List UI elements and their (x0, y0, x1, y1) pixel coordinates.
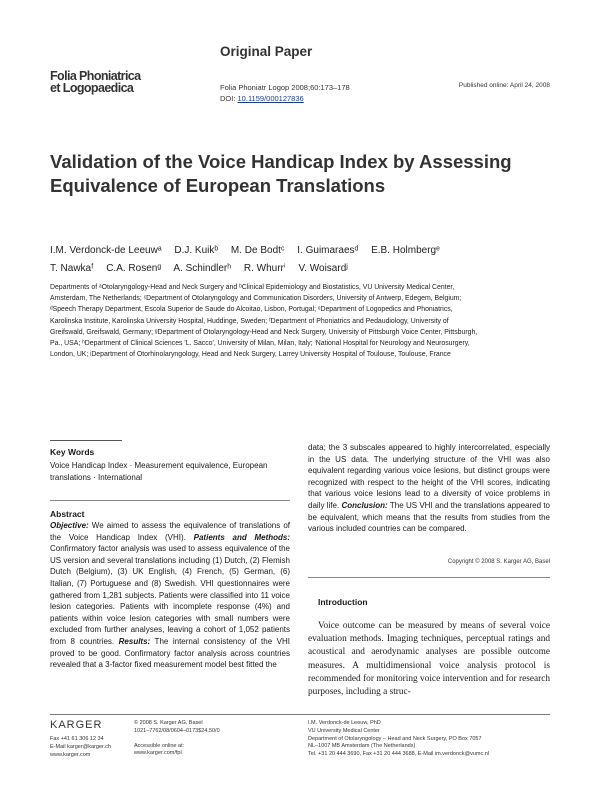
author: D.J. Kuikᵇ (174, 245, 219, 256)
citation: Folia Phoniatr Logop 2008;60:173–178 (220, 83, 350, 92)
section-label: Original Paper (220, 44, 313, 59)
divider (308, 577, 550, 578)
journal-citation-block (220, 82, 350, 104)
author: I.M. Verdonck-de Leeuwᵃ (50, 245, 162, 256)
introduction-heading: Introduction (318, 597, 368, 607)
publisher-logo: KARGER (50, 719, 103, 731)
website[interactable]: www.karger.com (50, 751, 91, 758)
conclusion-label: Conclusion: (341, 500, 388, 510)
correspondent-contact: Tel. +31 20 444 3690, Fax +31 20 444 3688, E-Mail im.verdonck@vumc.nl (308, 751, 490, 758)
logo-line-2: et Logopaedica (50, 81, 134, 95)
paper-title: Validation of the Voice Handicap Index by Assessing Equivalence of European Translations (50, 151, 512, 196)
copyright-info (134, 720, 220, 758)
fax: Fax +41 61 306 12 34 (50, 736, 104, 742)
conclusion-text: The US VHI and the translations appeared to be equivalent, which means that the results from studies from the various included countries can be compared. (308, 500, 550, 534)
footer-divider (50, 714, 550, 715)
correspondence (308, 720, 489, 759)
introduction-text: Voice outcome can be measured by means of several voice evaluation methods. Imaging techniques, perceptual ratings and acoustical and aerodynamic analyses are possible outcome measures. A multidimensional voice analysis protocol is recommended for monitoring voice intervention and for research purposes, including a struc- (308, 621, 550, 698)
correspondent-institution: VU University Medical Center (308, 727, 380, 734)
logo-line-1: Folia Phoniatrica (50, 69, 141, 83)
journal-logo (50, 70, 141, 94)
results-label: Results: (118, 636, 151, 646)
published-date: Published online: April 24, 2008 (458, 82, 550, 89)
divider (50, 440, 122, 441)
results-text: The internal consistency of the VHI proved to be good. Confirmatory factor analysis across countries revealed that a 3-factor fixed measurement model best fitted the (50, 636, 291, 670)
online-url[interactable]: www.karger.com/fpl (134, 750, 182, 757)
keywords-heading: Key Words (50, 447, 95, 457)
author: C.A. Rosenᵍ (106, 263, 162, 274)
author: A. Schindlerʰ (173, 263, 232, 274)
email[interactable]: E-Mail karger@karger.ch (50, 743, 111, 750)
methods-label: Patients and Methods: (193, 532, 291, 542)
correspondent-department: Department of Otolaryngology – Head and Neck Surgery, PO Box 7057 (308, 735, 482, 742)
objective-text: We aimed to assess the equivalence of translations of the Voice Handicap Index (VHI). (50, 521, 290, 542)
publisher-contact (50, 736, 111, 759)
objective-label: Objective: (50, 521, 89, 530)
author: R. Whurrⁱ (243, 263, 286, 274)
affiliations: Departments of ᵃOtolaryngology-Head and Neck Surgery and ᵇClinical Epidemiology and Biostatistics, VU University Medical Center, Amsterdam, The Netherlands; ᶜDepartment of Otolaryngology and Communication Disorders, University of Antwerp, Edegem, Belgium; ᵈSpeech Therapy Department, Escola Superior de Saude do Alcoitao, Lisbon, Portugal; ᵉDepartment of Logopedics and Phoniatrics, Karolinska Institute, Karolinska University Hospital, Huddinge, Sweden; ᶠDepartment of Phoniatrics and Pedaudiology, University of Greifswald, Greifswald, Germany; ᵍDepartment of Otolaryngology-Head and Neck Surgery, University of Pittsburgh Voice Center, Pittsburgh, Pa., USA; ʰDepartment of Clinical Sciences 'L. Sacco', University of Milan, Milan, Italy; ⁱNational Hospital for Neurology and Neurosurgery, London, UK; ʲDepartment of Otorhinolaryngology, Head and Neck Surgery, Larrey University Hospital of Toulouse, Toulouse, France (50, 284, 478, 359)
abstract-heading: Abstract (50, 509, 85, 519)
author: V. Woisardʲ (298, 263, 348, 274)
author: I. Guimaraesᵈ (297, 245, 359, 256)
issn-price: 1021–7762/08/0604–0173$24.50/0 (134, 727, 220, 734)
accessible-online: Accessible online at: (134, 742, 185, 749)
doi-link[interactable]: 10.1159/000127836 (237, 94, 304, 103)
correspondent-address: NL–1007 MB Amsterdam (The Netherlands) (308, 743, 416, 750)
keywords: Voice Handicap Index · Measurement equivalence, European translations · International (50, 461, 268, 482)
abstract-continued (308, 442, 550, 535)
methods-text: Confirmatory factor analysis was used to assess equivalence of the US version and several translations including (1) Dutch, (2) Flemish Dutch (Belgium), (3) UK English, (4) French, (5) German, (6) Italian, (7) Portuguese and (8) Swedish. VHI questionnaires were gathered from 1,281 subjects. Patients were classified into 11 voice lesion categories. Patients with incomplete response (4%) and patients within voice lesion categories with small numbers were excluded from further analyses, leaving a cohort of 1,052 patients from 8 countries. (50, 544, 290, 646)
author-list (50, 242, 570, 278)
author: E.B. Holmbergᵉ (371, 245, 440, 256)
continued-text: data; the 3 subscales appeared to highly intercorrelated, especially in the US data. The underlying structure of the VHI was also equivalent regarding various voice lesions, but distinct groups were recognized with respect to the height of the VHI scores, indicating that various voice lesions lead to a diversity of voice problems in daily life. (308, 443, 550, 510)
copyright-line: Copyright © 2008 S. Karger AG, Basel (447, 559, 550, 565)
author: M. De Bodtᶜ (230, 245, 285, 256)
abstract-body (50, 520, 290, 671)
divider (50, 500, 290, 501)
copyright-holder: © 2008 S. Karger AG, Basel (134, 720, 203, 726)
author: T. Nawkaᶠ (50, 263, 94, 274)
correspondent-name: I.M. Verdonck-de Leeuw, PhD (308, 720, 381, 726)
doi-label: DOI: (220, 94, 238, 103)
